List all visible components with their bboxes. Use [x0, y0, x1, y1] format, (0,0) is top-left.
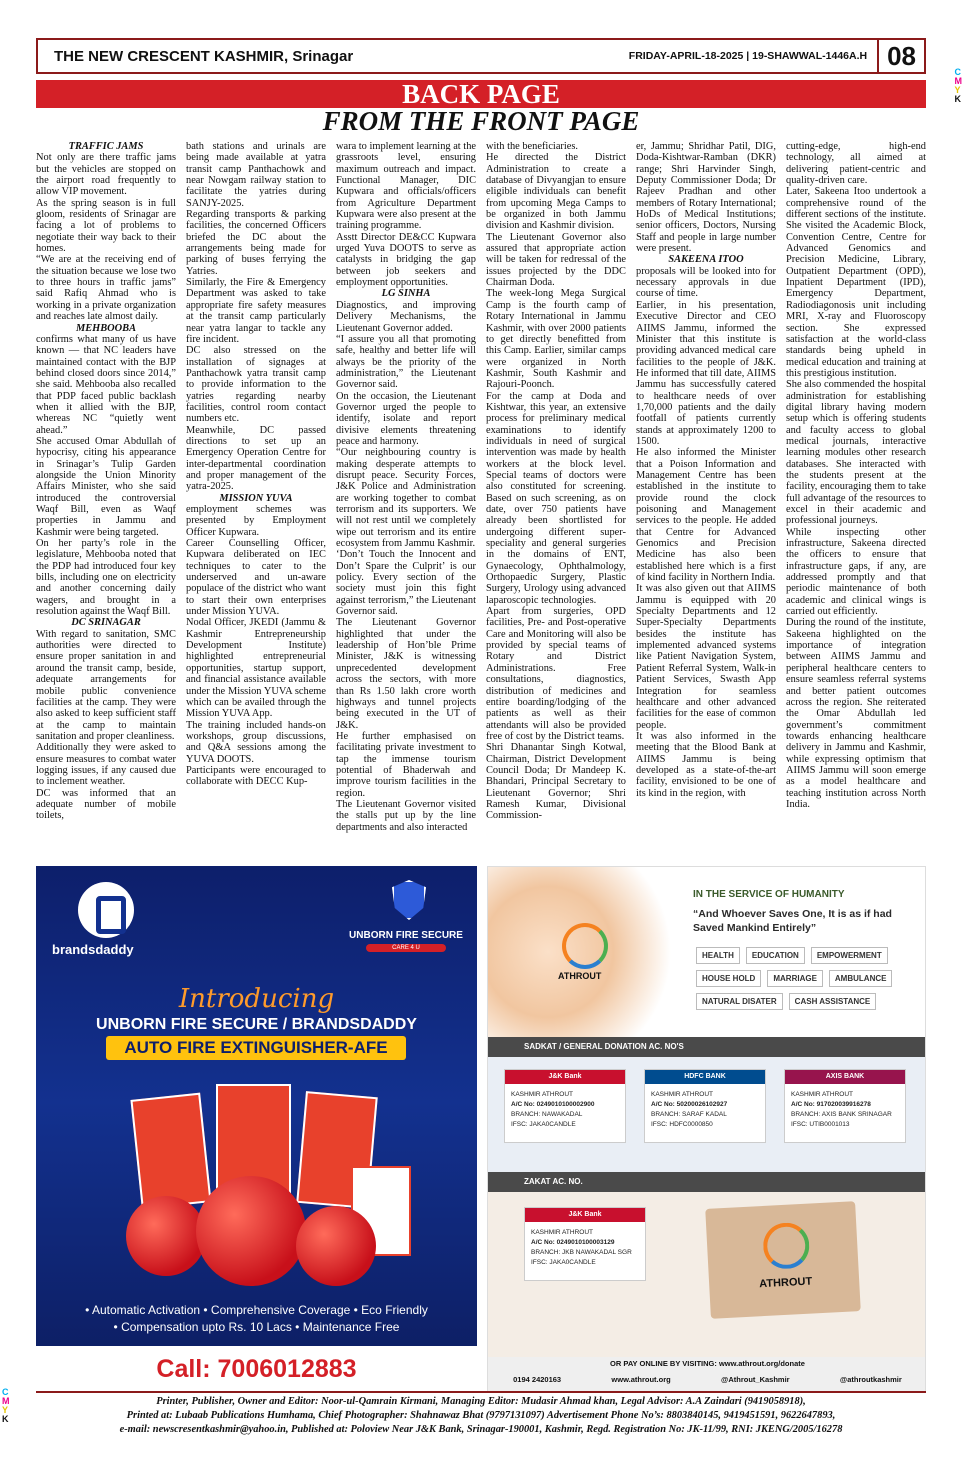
bank-name: HDFC BANK	[645, 1070, 765, 1084]
story-paragraph: On the occasion, the Lieutenant Governor urged the people to identify, isolate and report divisive elements threatening peace and harmony.	[336, 390, 476, 447]
service-tag: AMBULANCE	[829, 970, 893, 987]
section-subtitle: FROM THE FRONT PAGE	[322, 106, 640, 136]
story-paragraph: On her party’s role in the legislature, Mehbooba noted that the PDP had introduced four key bills, including one on electricity and another concerning daily wagers, and brought in a resolution against the Waqf Bill.	[36, 538, 176, 618]
service-tag: HEALTH	[696, 947, 740, 964]
story-paragraph: The training included hands-on workshops, group discussions, and Q&A sessions among the YUVA DOOTS.	[186, 719, 326, 765]
section-banner: BACK PAGE	[36, 80, 926, 108]
bank-card	[784, 1069, 906, 1143]
org-name: ATHROUT	[558, 971, 602, 981]
story-paragraph: Later, Sakeena Itoo undertook a comprehensive round of the different sections of the institute. She visited the Academic Block, Convention Centre, Centre for Advanced Genomics and Precision Medicine, Library, Outpatient Department (OPD), Inpatient Department (IPD), Emergency Department, Radiodiagonosis unit including MRI, X-ray and Fluoroscopy section. She expressed satisfaction at the world-class standards being upheld in medical education and training at this prestigious institution.	[786, 186, 926, 379]
cmyk-letter: C	[2, 1387, 9, 1397]
bank-detail: A/C No: 917020039916278	[791, 1101, 871, 1108]
bank-name: J&K Bank	[525, 1208, 645, 1222]
ad-header-section	[488, 867, 926, 1037]
story-paragraph: Similarly, the Fire & Emergency Department was asked to take appropriate fire safety measures at the transit camp particularly near yatra langar to tackle any fire incident.	[186, 277, 326, 345]
bank-detail: BRANCH: SARAF KADAL	[651, 1111, 727, 1118]
contact-item: @athroutkashmir	[839, 1375, 902, 1384]
fire-extinguisher-product-image	[106, 1076, 406, 1291]
story-paragraph: “We are at the receiving end of the situation because we lose two to three hours in traffic jams” said Rafiq Ahmad who is working in a private organization and reaches late almost daily.	[36, 254, 176, 323]
bank-detail: IFSC: JAKA0CANDLE	[531, 1259, 596, 1266]
story-paragraph: While inspecting other infrastructure, Sakeena directed the officers to ensure that infrastructure gaps, if any, are addressed promptly and that periodic maintenance of both academic and clinical wings is carried out efficiently.	[786, 526, 926, 618]
color-registration-marks	[955, 68, 963, 104]
story-heading: DC SRINAGAR	[71, 617, 141, 629]
story-paragraph: Meanwhile, DC passed directions to set up an Emergency Operation Centre for inter-departmental coordination and proper management of the yatra-2025.	[186, 424, 326, 493]
cmyk-letter: K	[2, 1414, 9, 1424]
issue-date: FRIDAY-APRIL-18-2025 | 19-SHAWWAL-1446A.H	[628, 50, 868, 62]
story-paragraph: He further emphasised on facilitating private investment to tap the immense tourism potential of Bhaderwah and improve tourism facilities in the region.	[336, 730, 476, 799]
bank-detail: KASHMIR ATHROUT	[511, 1091, 573, 1098]
masthead	[36, 38, 926, 74]
story-paragraph: Career Counselling Officer, Kupwara deliberated on IEC techniques to cater to the underserved and un-aware populace of the district who want to start their own enterprises under Mission YUVA.	[186, 538, 326, 618]
service-tag: MARRIAGE	[767, 970, 823, 987]
article-column	[336, 141, 476, 862]
imprint-line-1: Printer, Publisher, Owner and Editor: Noor-ul-Qamrain Kirmani, Managing Editor: Mudasir Ahmad khan, Legal Advisor: A.A Zaindari (9419058918),	[156, 1396, 806, 1407]
fire-extinguisher-advertisement	[36, 866, 477, 1392]
story-paragraph: proposals will be looked into for necessary approvals in due course of time.	[636, 265, 776, 300]
contact-list	[488, 1375, 926, 1384]
ad-brand-name: brandsdaddy	[52, 942, 134, 957]
bank-card	[524, 1207, 646, 1281]
story-paragraph: He directed the District Administration to create a database of Divyangjan to ensure eligible individuals can benefit from upcoming Mega Camps to be organized in both Jammu division and Kashmir division.	[486, 152, 626, 232]
story-paragraph: Diagnostics, and improving Delivery Mechanisms, the Lieutenant Governor added.	[336, 299, 476, 334]
cmyk-letter: M	[2, 1396, 10, 1406]
story-paragraph: The Lieutenant Governor visited the stalls put up by the line departments and also interacted	[336, 798, 476, 833]
ad-features: • Automatic Activation • Comprehensive Coverage • Eco Friendly • Compensation upto Rs. 10 Lacs • Maintenance Free	[85, 1303, 428, 1334]
donation-envelope-image	[705, 1201, 861, 1319]
story-paragraph: Not only are there traffic jams but the vehicles are stopped on the airport road frequently to allow VIP movement.	[36, 152, 176, 198]
service-tag: HOUSE HOLD	[696, 970, 761, 987]
story-paragraph: Participants were encouraged to collaborate with DECC Kup-	[186, 764, 326, 788]
story-heading: MEHBOOBA	[75, 322, 137, 334]
story-paragraph: wara to implement learning at the grassroots level, ensuring maximum outreach and impact. Functional Manager, DIC Kupwara and officials/officers from Agriculture Department Kupwara were also present at the training programme.	[336, 141, 476, 232]
bank-detail: A/C No: 50200026102927	[651, 1101, 728, 1108]
story-paragraph: During the round of the institute, Sakeena highlighted on the importance of integration between AIIMS Jammu and peripheral healthcare centers to ensure seamless referral systems and better patient outcomes across the region. She reiterated the Omar Abdullah led government’s commitment towards enhancing healthcare delivery in Jammu and Kashmir, while expressing optimism that AIIMS Jammu will soon emerge as a model healthcare and teaching institution across North India.	[786, 617, 926, 810]
story-paragraph: The Lieutenant Governor also assured that appropriate action will be taken for redressal of the issues projected by the DDC Chairman Doda.	[486, 231, 626, 289]
color-registration-marks-bottom	[2, 1388, 10, 1424]
newspaper-name: THE NEW CRESCENT KASHMIR, Srinagar	[54, 47, 354, 65]
contact-item: 0194 2420163	[513, 1375, 562, 1384]
story-paragraph: The Lieutenant Governor highlighted that under the leadership of Hon’ble Prime Minister, J&K is witnessing unprecedented development across the sectors, with more than Rs 1.50 lakh crore worth highways and tunnel projects being executed in the UT of J&K.	[336, 617, 476, 731]
page-number: 08	[877, 40, 924, 72]
ad-intro-text: Introducing	[178, 984, 335, 1014]
bank-detail: BRANCH: JKB NAWAKADAL SGR	[531, 1249, 632, 1256]
sadkat-label: SADKAT / GENERAL DONATION AC. NO'S	[488, 1037, 926, 1057]
article-column	[36, 141, 176, 862]
story-paragraph: “I assure you all that promoting safe, healthy and better life will always be the priority of the administration,” the Lieutenant Governor said.	[336, 333, 476, 391]
ad-quote: “And Whoever Saves One, It is as if had Saved Mankind Entirely”	[693, 908, 892, 934]
story-paragraph: with the beneficiaries.	[486, 141, 579, 152]
story-paragraph: ‘Don’t Touch the Innocent and Don’t Spare the Culprit’ is our policy. Every section of the society must join this fight against terrorism,” the Lieutenant Governor said.	[336, 549, 476, 618]
story-paragraph: She also commended the hospital administration for establishing digital library having modern setup which is offering students and faculty access to global medical journals, interactive learning modules other research databases. She interacted with the students present at the facility, encouraging them to take full advantage of the resources to excel in their academic and professional journeys.	[786, 379, 926, 527]
cmyk-letter: Y	[954, 85, 961, 95]
story-paragraph: confirms what many of us have known — that NC leaders have maintained contact with the BJP behind closed doors since 2014,” she said. Mehbooba also recalled that PDP faced public backlash when it allied with the BJP, whereas NC “quietly went ahead.”	[36, 333, 176, 436]
cmyk-letter: K	[954, 94, 961, 104]
contact-item: @Athrout_Kashmir	[721, 1375, 790, 1384]
bank-detail: IFSC: JAKA0CANDLE	[511, 1121, 576, 1128]
envelope-org-name: ATHROUT	[758, 1275, 813, 1291]
service-tag: NATURAL DISATER	[696, 993, 783, 1010]
story-paragraph: Regarding transports & parking facilities, the concerned Officers briefed the DC about the arrangements being made for parking of buses ferrying the Yatries.	[186, 209, 326, 277]
athrout-donation-advertisement	[487, 866, 926, 1392]
ad-product-name: AUTO FIRE EXTINGUISHER-AFE	[106, 1036, 406, 1060]
story-paragraph: Nodal Officer, JKEDI (Jammu & Kashmir Entrepreneurship Development Institute) highlighted entrepreneurial opportunities, startup support, and financial assistance available under the Mission YUVA scheme which can be availed through the Mission YUVA App.	[186, 617, 326, 720]
service-tags	[696, 947, 916, 1010]
article-column	[636, 141, 776, 862]
cmyk-letter: C	[954, 67, 961, 77]
bank-detail: KASHMIR ATHROUT	[531, 1229, 593, 1236]
story-paragraph: The week-long Mega Surgical Camp is the fourth camp of Rotary International in Jammu Kashmir, with over 2000 patients to get directly benefitted from this Camp. Earlier, similar camps were organized in North Kashmir, South Kashmir and Rajouri-Poonch.	[486, 288, 626, 391]
article-column	[786, 141, 926, 862]
bank-detail: BRANCH: AXIS BANK SRINAGAR	[791, 1111, 892, 1118]
story-paragraph: er, Jammu; Shridhar Patil, DIG, Doda-Kishtwar-Ramban (DKR) range; Shri Harvinder Singh, Deputy Commissioner Doda; Dr Rajeev Pradhan and other members of Rotary International; HoDs of Medical Institutions; senior officers, Doctors, Nursing Staff and people in large number were present.	[636, 141, 776, 255]
ad-partner-name: UNBORN FIRE SECURE	[349, 930, 463, 941]
story-paragraph: It was also informed in the meeting that the Blood Bank at AIIMS Jammu is being developed as a state-of-the-art facility, envisioned to be one of its kind in the region, with	[636, 730, 776, 799]
story-paragraph: Earlier, in his presentation, Executive Director and CEO AIIMS Jammu, informed the Minister that this institute is providing advanced medical care facilities to the people of J&K. He informed that till date, AIIMS Jammu has successfully catered to healthcare needs of over 1,70,000 patients and the daily footfall of patients currently stands at approximately 1200 to 1500.	[636, 299, 776, 447]
brandsdaddy-logo-icon	[78, 882, 134, 938]
athrout-logo-icon	[562, 923, 608, 969]
bank-detail: A/C No: 0249010100002900	[511, 1101, 595, 1108]
story-paragraph: DC was informed that an adequate number of mobile toilets,	[36, 787, 176, 822]
story-heading: LG SINHA	[381, 288, 431, 300]
imprint-line-2: Printed at: Lubaab Publications Humhama, Chief Photographer: Shahnawaz Bhat (9797131097) Advertisement Phone No’s: 8803840145, 9419451591, 9622647893,	[126, 1410, 836, 1421]
bank-card	[644, 1069, 766, 1143]
contact-item: www.athrout.org	[611, 1375, 671, 1384]
bank-name: AXIS BANK	[785, 1070, 905, 1084]
story-paragraph: Shri Dhanantar Singh Kotwal, Chairman, District Development Council Doda; Dr Mandeep K. Bhandari, Principal Secretary to Lieutenant Governor; Shri Ramesh Kumar, Divisional Commission-	[486, 742, 626, 822]
article-column	[486, 141, 626, 862]
article-columns	[36, 141, 926, 862]
bank-detail: A/C No: 0249010100003129	[531, 1239, 615, 1246]
athrout-logo-icon	[762, 1222, 810, 1270]
service-tag: CASH ASSISTANCE	[789, 993, 877, 1010]
bank-detail: IFSC: HDFC0000850	[651, 1121, 713, 1128]
cmyk-letter: M	[954, 76, 962, 86]
ad-headline: UNBORN FIRE SECURE / BRANDSDADDY	[96, 1016, 417, 1033]
story-heading: MISSION YUVA	[219, 492, 293, 504]
ad-call-number: Call: 7006012883	[36, 1346, 477, 1392]
bank-card	[504, 1069, 626, 1143]
service-heading: IN THE SERVICE OF HUMANITY	[693, 889, 845, 900]
story-heading: SAKEENA ITOO	[668, 254, 744, 266]
story-paragraph: It was also given out that AIIMS Jammu is equipped with 20 Specialty Departments and 12 Super-Specialty Departments besides the institute has implemented advanced systems like Patient Navigation System, Patient Referral System, Walk-in Patient Services, Swasth App Integration for seamless healthcare and other advanced facilities for the ease of common people.	[636, 583, 776, 731]
ad-partner-tagline: CARE 4 U	[366, 944, 446, 952]
story-paragraph: Asstt Director DE&CC Kupwara urged Yuva DOOTS to serve as catalysts in bridging the gap between job seekers and employment opportunities.	[336, 231, 476, 289]
story-paragraph: “Our neighbouring country is making desperate attempts to disrupt peace. Security Forces, J&K Police and Administration are working together to combat terrorism and its supporters. We will not rest until we completely wipe out terrorism and its entire ecosystem from Jammu Kashmir.	[336, 447, 476, 550]
pay-online-bar	[488, 1357, 926, 1392]
bank-detail: IFSC: UTIB0001013	[791, 1121, 850, 1128]
imprint-footer	[36, 1391, 926, 1439]
pay-online-text: OR PAY ONLINE BY VISITING: www.athrout.org/donate	[610, 1359, 805, 1368]
shield-logo-icon	[392, 880, 426, 920]
bank-name: J&K Bank	[505, 1070, 625, 1084]
story-heading: TRAFFIC JAMS	[68, 141, 144, 152]
imprint-line-3: e-mail: newscresentkashmir@yahoo.in, Published at: Poloview Near J&K Bank, Srinagar-190001, Kashmir, Regd. Registration No: JK-11/99, RNI: JKENG/2005/16278	[119, 1424, 843, 1435]
bank-detail: KASHMIR ATHROUT	[651, 1091, 713, 1098]
zakat-label: ZAKAT AC. NO.	[488, 1172, 926, 1192]
story-paragraph: cutting-edge, high-end technology, all aimed at delivering patient-centric and quality-driven care.	[786, 141, 926, 187]
story-paragraph: He also informed the Minister that a Poison Information and Management Centre has been established in the institute to provide round the clock poisoning and Management services to the people. He added that Centre for Advanced Genomics and Precision Medicine has also been established here which is a first of kind facility in Northern India.	[636, 447, 776, 584]
cmyk-letter: Y	[2, 1405, 9, 1415]
story-paragraph: Additionally they were asked to ensure measures to combat water logging issues, if any caused due to inclement weather.	[36, 742, 176, 788]
service-tag: EDUCATION	[746, 947, 805, 964]
story-paragraph: She accused Omar Abdullah of hypocrisy, citing his appearance in Srinagar’s Tulip Garden alongside the Union Minority Affairs Minister, who she said introduced the controversial Waqf Bill, even as Waqf properties in Jammu and Kashmir were being targeted.	[36, 435, 176, 538]
story-paragraph: employment schemes was presented by Employment Officer Kupwara.	[186, 504, 326, 538]
story-paragraph: With regard to sanitation, SMC authorities were directed to ensure proper sanitation in and around the transit camp, beside, adequate arrangements for mobile public convenience facilities at the camp. They were also asked to keep sufficient staff at the camp to maintain sanitation and proper cleanliness.	[36, 628, 176, 742]
story-paragraph: DC also stressed on the installation of signages at Panthachowk yatra transit camp to provide information to the yatries regarding nearby facilities, control room contact numbers etc.	[186, 345, 326, 425]
bank-detail: BRANCH: NAWAKADAL	[511, 1111, 583, 1118]
article-column	[186, 141, 326, 862]
service-tag: EMPOWERMENT	[811, 947, 888, 964]
bank-detail: KASHMIR ATHROUT	[791, 1091, 853, 1098]
story-paragraph: For the camp at Doda and Kishtwar, this year, an extensive process for preliminary medical examinations to identify individuals in need of surgical intervention was made by health workers at the block level. Special teams of doctors were also constituted for screening. Based on such screening, as on date, over 750 patients have already been shortlisted for undergoing different super-speciality and general surgeries in the domains of ENT, Gynaecology, Ophthalmology, Orthopaedic Surgery, Plastic Surgery, Urology using advanced laparoscopic technologies.	[486, 390, 626, 606]
story-paragraph: As the spring season is in full gloom, residents of Srinagar are facing a lot of problems to negotiate their way back to their homes.	[36, 197, 176, 255]
story-paragraph: bath stations and urinals are being made available at yatra transit camp Panthachowk and near Nowgam railway station to facilitate the yatries during SANJY-2025.	[186, 141, 326, 209]
story-paragraph: Apart from surgeries, OPD facilities, Pre- and Post-operative Care and Monitoring will also be provided by special teams of Rotary and District Administrations. Free consultations, diagnostics, distribution of medicines and entire boarding/lodging of the patients as well as their attendants will also be provided free of cost by the District teams.	[486, 606, 626, 742]
